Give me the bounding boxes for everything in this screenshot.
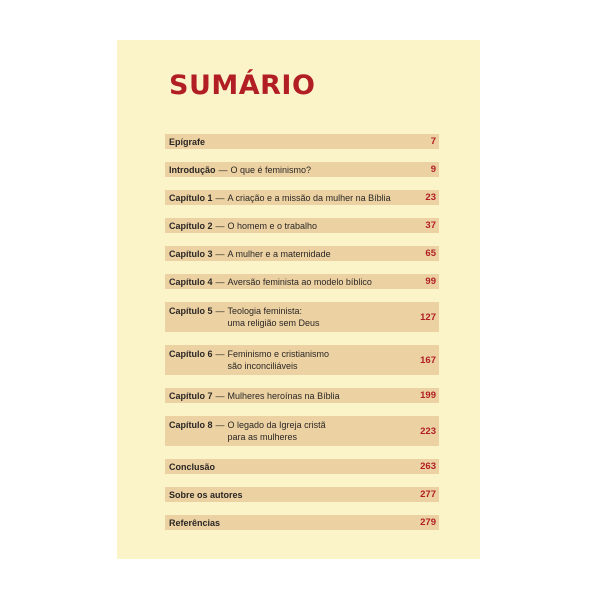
toc-entry-description	[228, 348, 330, 372]
toc-entry-description-line: O homem e o trabalho	[227, 220, 318, 231]
toc-entry-label: Capítulo 1	[169, 192, 213, 203]
toc-entry-description	[228, 220, 318, 232]
toc-entry	[165, 162, 439, 177]
toc-entry-label: Referências	[169, 517, 221, 528]
toc-entry-description-line: A criação e a missão da mulher na Bíblia	[227, 192, 391, 203]
toc-entry-dash: —	[215, 420, 225, 430]
toc-entry-description-line: Mulheres heroínas na Bíblia	[227, 390, 340, 401]
toc-entry-dash: —	[218, 164, 228, 175]
toc-entry-description	[231, 164, 312, 176]
toc-entry-dash: —	[215, 306, 225, 316]
toc-entry	[165, 274, 439, 289]
toc-entry	[165, 388, 439, 403]
toc-entry-text	[169, 276, 372, 288]
toc-entry-description-line: A mulher e a maternidade	[227, 248, 331, 259]
toc-entry-label: Epígrafe	[169, 136, 206, 147]
toc-entry-description-line: uma religião sem Deus	[227, 318, 320, 328]
toc-entry-text	[169, 390, 340, 402]
toc-entry-text	[169, 220, 317, 232]
toc-entry-text	[169, 136, 205, 148]
table-of-contents	[165, 134, 439, 543]
toc-entry-description-line: O que é feminismo?	[230, 164, 312, 175]
toc-entry	[165, 218, 439, 233]
toc-entry-label: Introdução	[169, 164, 216, 175]
toc-entry-text	[169, 517, 220, 529]
toc-entry-page-number: 279	[420, 517, 436, 528]
toc-entry-page-number: 167	[420, 354, 436, 366]
toc-entry	[165, 459, 439, 474]
book-page	[117, 40, 480, 559]
toc-entry-page-number: 199	[420, 390, 436, 401]
toc-entry-text	[169, 164, 311, 176]
toc-entry-text	[169, 248, 331, 260]
toc-entry-description	[228, 192, 391, 204]
toc-entry-label: Capítulo 6	[169, 349, 213, 359]
toc-entry	[165, 134, 439, 149]
toc-entry-label: Capítulo 4	[169, 276, 213, 287]
toc-entry-page-number: 127	[420, 311, 436, 323]
toc-entry-page-number: 223	[420, 425, 436, 437]
toc-entry-page-number: 99	[425, 276, 436, 287]
toc-entry-dash: —	[215, 220, 225, 231]
toc-entry-description-line: Teologia feminista:	[227, 306, 303, 316]
toc-entry-dash: —	[215, 349, 225, 359]
toc-entry-page-number: 263	[420, 461, 436, 472]
toc-entry-description-line: Feminismo e cristianismo	[227, 349, 330, 359]
toc-entry	[165, 416, 439, 446]
toc-entry-description-line: para as mulheres	[227, 432, 298, 442]
toc-entry-label: Capítulo 8	[169, 420, 213, 430]
toc-entry-dash: —	[215, 248, 225, 259]
toc-entry-text	[169, 192, 391, 204]
toc-entry-description-line: Aversão feminista ao modelo bíblico	[227, 276, 372, 287]
toc-entry	[165, 515, 439, 530]
toc-entry	[165, 487, 439, 502]
toc-entry-label: Capítulo 3	[169, 248, 213, 259]
toc-entry-label: Sobre os autores	[169, 489, 243, 500]
toc-entry-text	[169, 348, 329, 372]
toc-entry-text	[169, 461, 215, 473]
toc-entry-label: Capítulo 5	[169, 306, 213, 316]
toc-entry-page-number: 37	[425, 220, 436, 231]
toc-entry-description	[228, 390, 340, 402]
toc-entry-description-line: são inconciliáveis	[227, 361, 298, 371]
toc-entry-page-number: 9	[430, 164, 436, 175]
toc-entry-description-line: O legado da Igreja cristã	[227, 420, 326, 430]
toc-entry-text	[169, 489, 243, 501]
toc-entry	[165, 345, 439, 375]
toc-entry-description	[228, 276, 372, 288]
toc-entry-label: Capítulo 2	[169, 220, 213, 231]
toc-entry	[165, 246, 439, 261]
toc-entry-text	[169, 419, 326, 443]
toc-entry-dash: —	[215, 192, 225, 203]
toc-entry-page-number: 7	[430, 136, 436, 147]
toc-entry-dash: —	[215, 276, 225, 287]
toc-entry	[165, 302, 439, 332]
toc-entry-dash: —	[215, 390, 225, 401]
toc-entry-description	[228, 248, 331, 260]
toc-entry	[165, 190, 439, 205]
page-title: SUMÁRIO	[169, 70, 316, 101]
toc-entry-text	[169, 305, 320, 329]
toc-entry-label: Conclusão	[169, 461, 216, 472]
toc-entry-description	[228, 419, 326, 443]
toc-entry-page-number: 23	[425, 192, 436, 203]
toc-entry-description	[228, 305, 320, 329]
toc-entry-label: Capítulo 7	[169, 390, 213, 401]
toc-entry-page-number: 277	[420, 489, 436, 500]
toc-entry-page-number: 65	[425, 248, 436, 259]
